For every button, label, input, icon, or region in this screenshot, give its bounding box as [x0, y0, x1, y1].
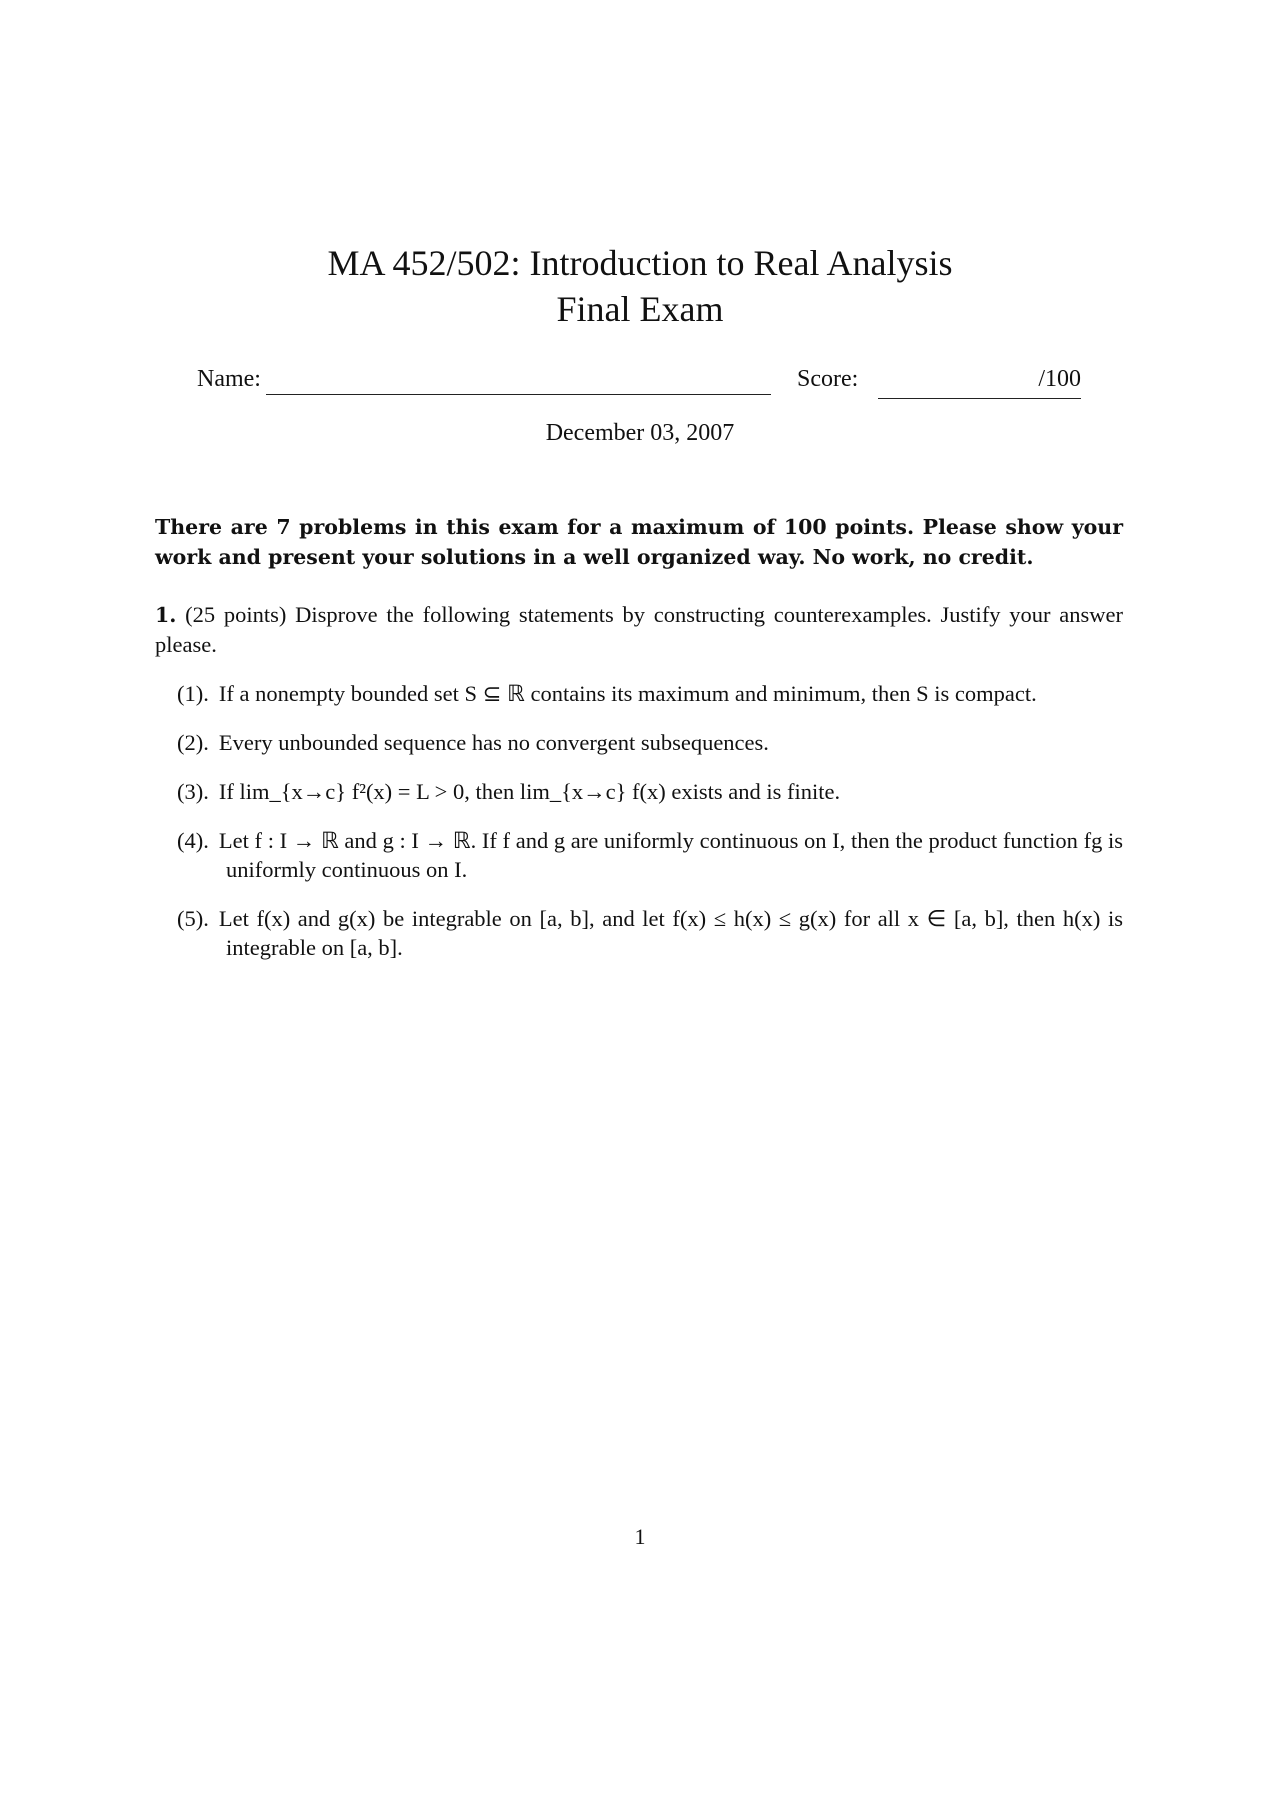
list-item	[167, 728, 1123, 757]
part-text: Let f : I → ℝ and g : I → ℝ. If f and g are uniformly continuous on I, then the product function fg is uniformly continuous on I.	[218, 828, 1123, 882]
name-label: Name:	[197, 366, 261, 392]
part-label: (5).	[177, 906, 209, 931]
exam-subtitle: Final Exam	[556, 289, 724, 329]
problem-1	[155, 600, 1123, 962]
exam-date: December 03, 2007	[545, 420, 735, 446]
problem-1-header	[155, 600, 1123, 659]
list-item	[167, 904, 1123, 962]
list-item	[167, 826, 1123, 884]
list-item	[167, 679, 1123, 708]
problem-intro: (25 points) Disprove the following statements by constructing counterexamples. Justify your answer please.	[155, 602, 1124, 657]
course-title: MA 452/502: Introduction to Real Analysis	[327, 243, 953, 283]
exam-title	[0, 240, 1280, 332]
part-label: (2).	[177, 730, 209, 755]
part-text: Every unbounded sequence has no convergent subsequences.	[218, 730, 769, 755]
part-text: If lim_{x→c} f²(x) = L > 0, then lim_{x→c} f(x) exists and is finite.	[218, 779, 841, 804]
problem-parts-list	[155, 679, 1123, 962]
score-label: Score:	[797, 366, 859, 392]
score-total: /100	[1038, 366, 1081, 392]
part-label: (3).	[177, 779, 209, 804]
list-item	[167, 777, 1123, 806]
part-text: Let f(x) and g(x) be integrable on [a, b], and let f(x) ≤ h(x) ≤ g(x) for all x ∈ [a, b], then h(x) is integrable on [a, b].	[218, 906, 1123, 960]
part-label: (4).	[177, 828, 209, 853]
name-blank-line	[266, 394, 771, 395]
problem-number: 1.	[155, 603, 177, 627]
name-score-row	[197, 366, 1081, 406]
part-label: (1).	[177, 681, 209, 706]
exam-instructions: There are 7 problems in this exam for a maximum of 100 points. Please show your work and present your solutions in a well organized way. No work, no credit.	[155, 515, 1123, 569]
part-text: If a nonempty bounded set S ⊆ ℝ contains its maximum and minimum, then S is compact.	[218, 681, 1037, 706]
page-number: 1	[634, 1524, 646, 1549]
score-blank-line	[878, 398, 1081, 399]
